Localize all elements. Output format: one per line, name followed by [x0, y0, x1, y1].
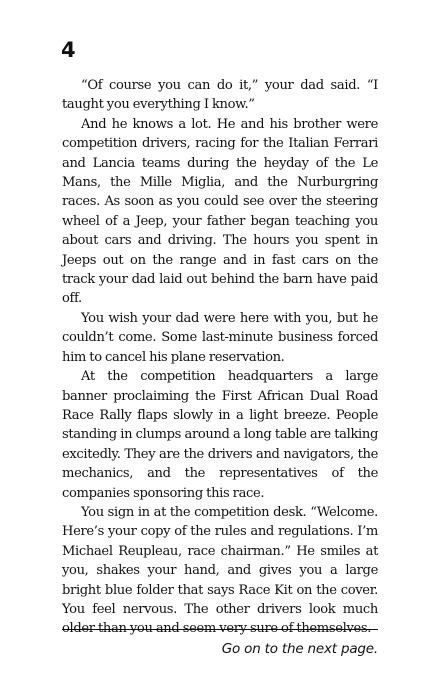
next-page-instruction: Go on to the next page. [221, 641, 378, 657]
paragraph: At the competition headquarters a large banner proclaiming the First African Dual Road Race Rally flaps slowly in a light breeze. People standing in clumps around a long table are talking excitedly. They are the drivers and navigators, the mechanics, and the representatives of the companies sponsoring this race. [62, 369, 378, 501]
paragraph: And he knows a lot. He and his brother were competition drivers, racing for the Italian Ferrari and Lancia teams during the heyday of the Le Mans, the Mille Miglia, and the Nurburgring races. As soon as you could see over the steering wheel of a Jeep, your father began teaching you about cars and driving. The hours you spent in Jeeps out on the range and in fast cars on the track your dad laid out behind the barn have paid off. [62, 116, 378, 307]
page-number: 4 [61, 38, 76, 62]
body-text [62, 76, 378, 639]
footer-divider [62, 629, 378, 630]
paragraph: “Of course you can do it,” your dad said. “I taught you everything I know.” [62, 78, 378, 113]
paragraph: You sign in at the competition desk. “Welcome. Here’s your copy of the rules and regulations. I’m Michael Reupleau, race chairman.” He smiles at you, shakes your hand, and gives you a large bright blue folder that says Race Kit on the cover. You feel nervous. The other drivers look much older than you and seem very sure of themselves. [62, 504, 378, 637]
paragraph: You wish your dad were here with you, but he couldn’t come. Some last-minute business forced him to cancel his plane reservation. [62, 310, 378, 365]
